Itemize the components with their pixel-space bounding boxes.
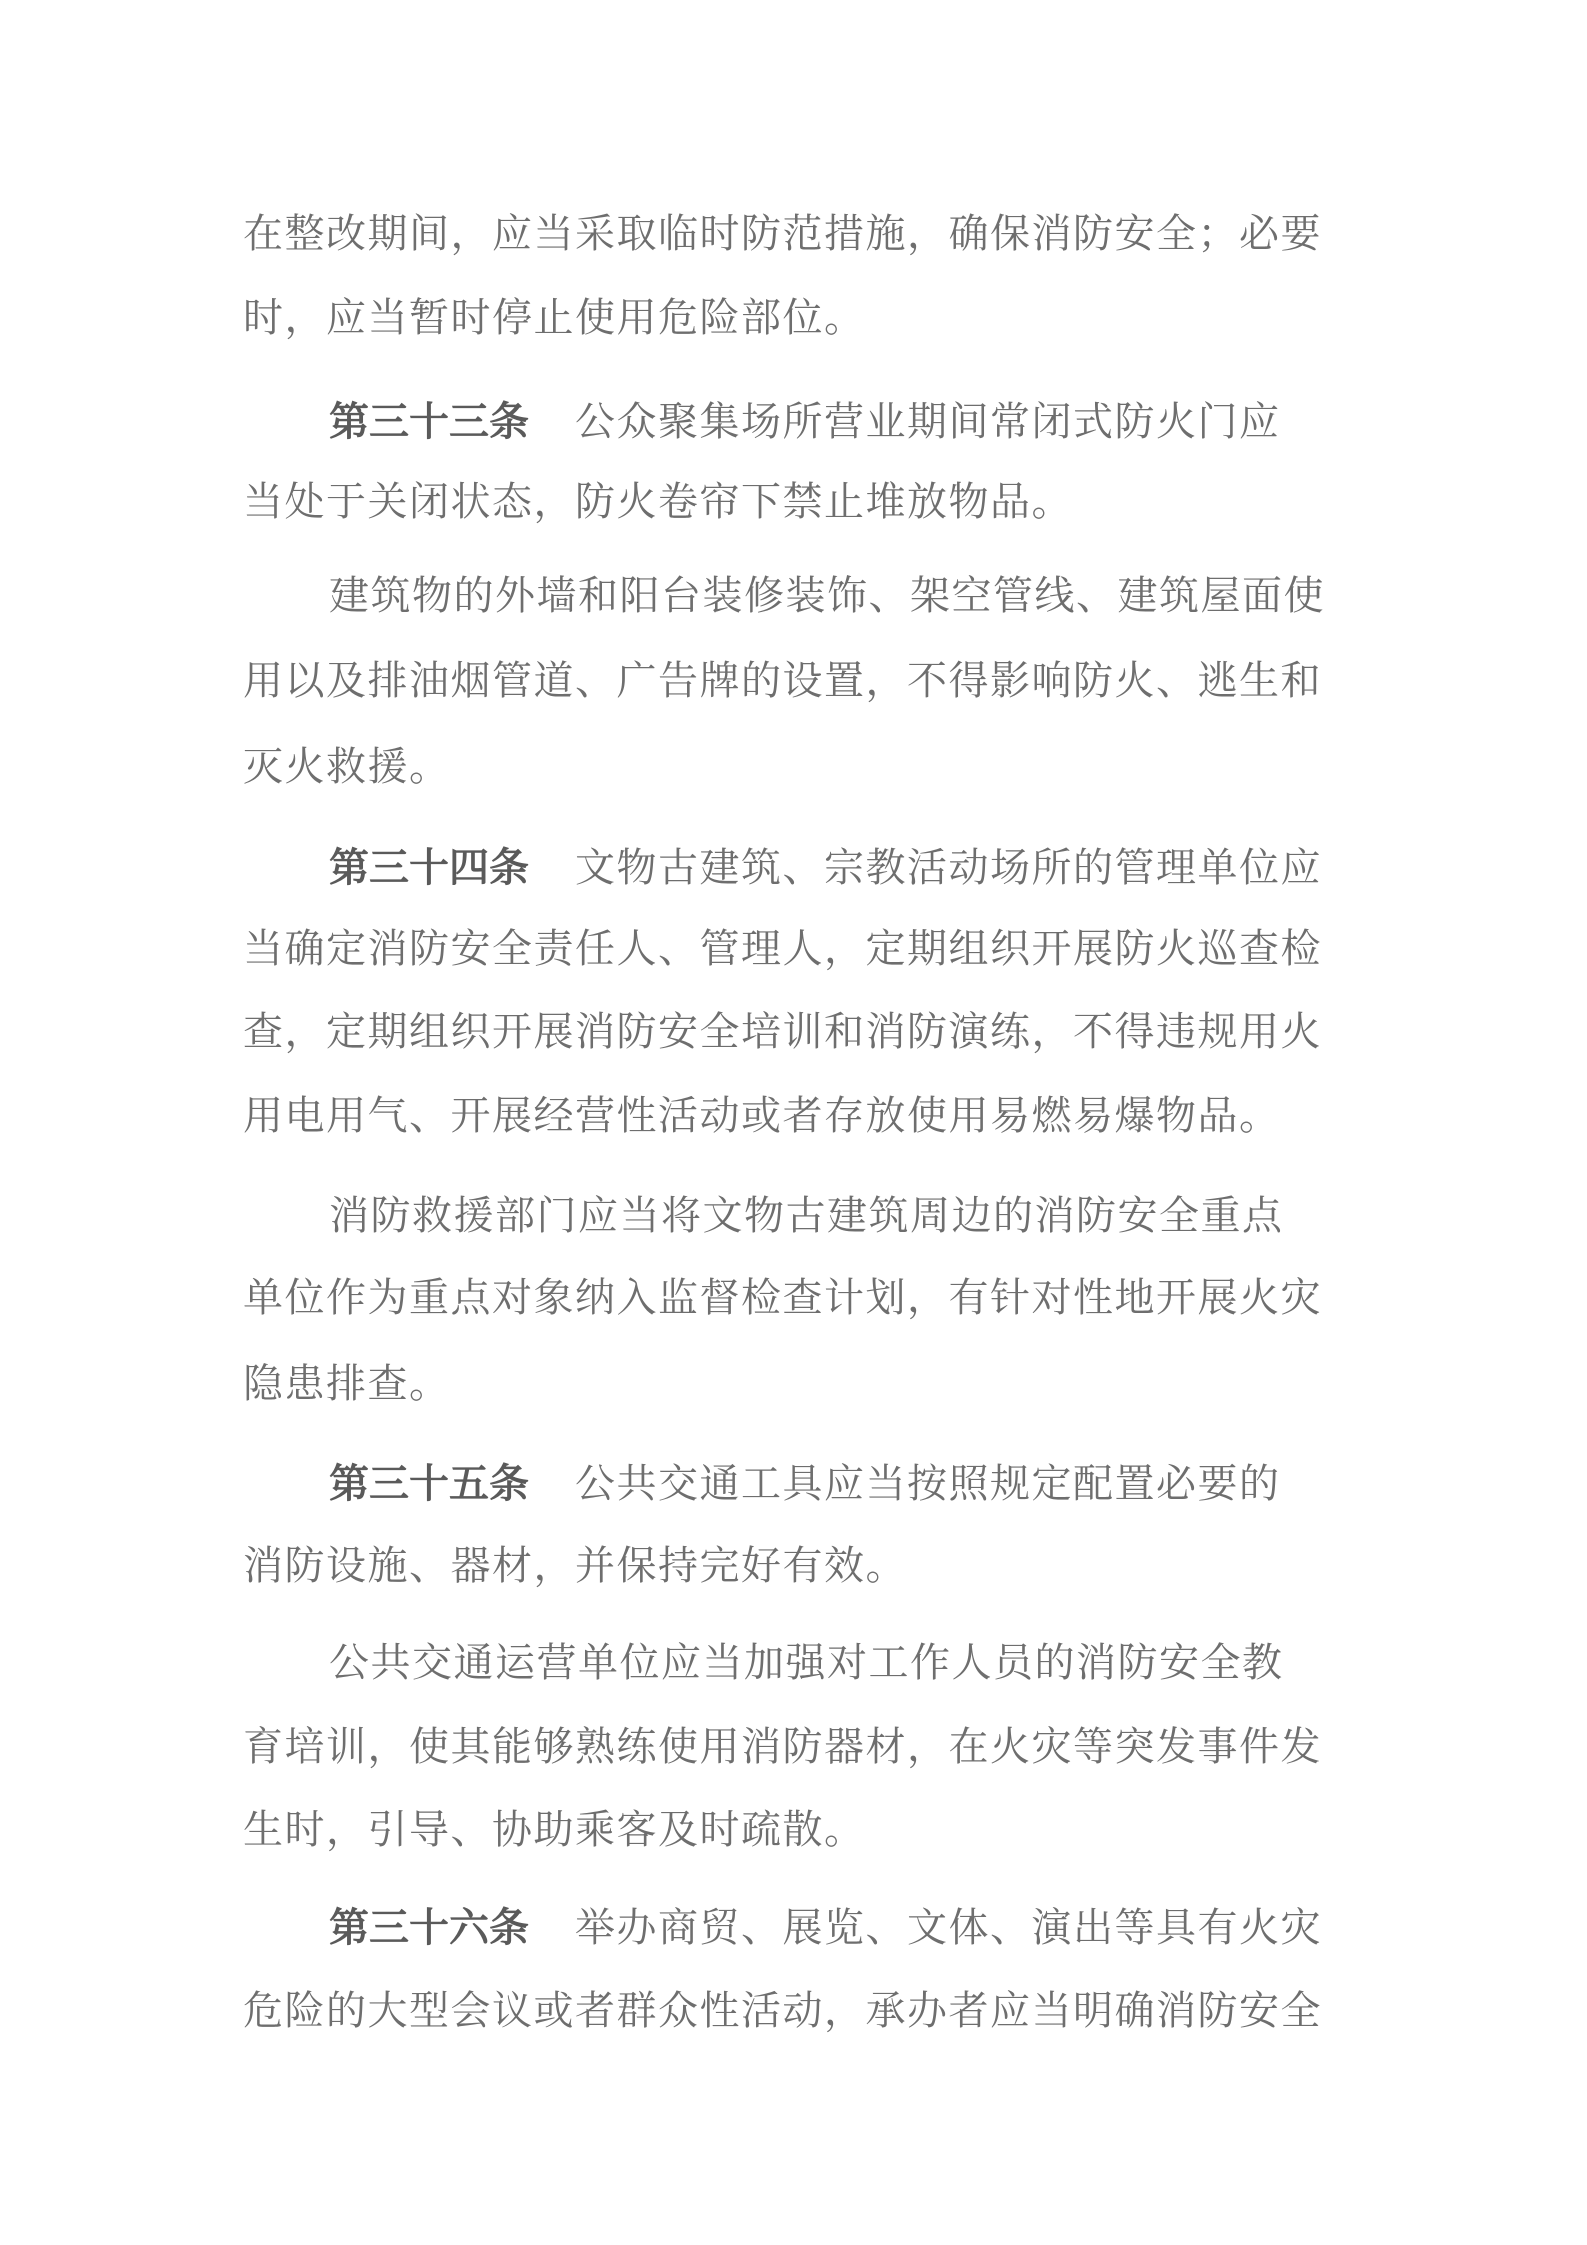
paragraph-line: 消防设施、器材，并保持完好有效。 (243, 1543, 907, 1589)
article-text: 公众聚集场所营业期间常闭式防火门应 (575, 399, 1281, 445)
paragraph-line: 育培训，使其能够熟练使用消防器材，在火灾等突发事件发 (243, 1724, 1322, 1770)
paragraph-line: 查，定期组织开展消防安全培训和消防演练，不得违规用火 (243, 1009, 1322, 1055)
paragraph-line: 用以及排油烟管道、广告牌的设置，不得影响防火、逃生和 (243, 658, 1322, 704)
paragraph-line: 用电用气、开展经营性活动或者存放使用易燃易爆物品。 (243, 1093, 1281, 1139)
paragraph-line: 生时，引导、协助乘客及时疏散。 (243, 1807, 866, 1853)
paragraph-line: 在整改期间，应当采取临时防范措施，确保消防安全；必要 (243, 211, 1322, 257)
article-33-first-line (329, 392, 1459, 452)
paragraph-line: 隐患排查。 (243, 1361, 451, 1407)
paragraph-line: 消防救援部门应当将文物古建筑周边的消防安全重点 (329, 1193, 1284, 1239)
article-36-first-line (329, 1898, 1459, 1958)
article-35-first-line (329, 1454, 1459, 1514)
paragraph-line: 当处于关闭状态，防火卷帘下禁止堆放物品。 (243, 479, 1073, 525)
paragraph-line: 当确定消防安全责任人、管理人，定期组织开展防火巡查检 (243, 926, 1322, 972)
paragraph-line: 危险的大型会议或者群众性活动，承办者应当明确消防安全 (243, 1988, 1322, 2034)
article-heading: 第三十五条 (329, 1461, 529, 1507)
article-34-first-line (329, 838, 1459, 898)
article-text: 文物古建筑、宗教活动场所的管理单位应 (575, 845, 1322, 891)
paragraph-line: 公共交通运营单位应当加强对工作人员的消防安全教 (329, 1640, 1284, 1686)
article-text: 公共交通工具应当按照规定配置必要的 (575, 1461, 1281, 1507)
paragraph-line: 建筑物的外墙和阳台装修装饰、架空管线、建筑屋面使 (329, 573, 1325, 619)
article-heading: 第三十六条 (329, 1905, 529, 1951)
article-heading: 第三十四条 (329, 845, 529, 891)
paragraph-line: 灭火救援。 (243, 744, 451, 790)
paragraph-line: 时，应当暂时停止使用危险部位。 (243, 295, 866, 341)
article-text: 举办商贸、展览、文体、演出等具有火灾 (575, 1905, 1322, 1951)
article-heading: 第三十三条 (329, 399, 529, 445)
paragraph-line: 单位作为重点对象纳入监督检查计划，有针对性地开展火灾 (243, 1275, 1322, 1321)
